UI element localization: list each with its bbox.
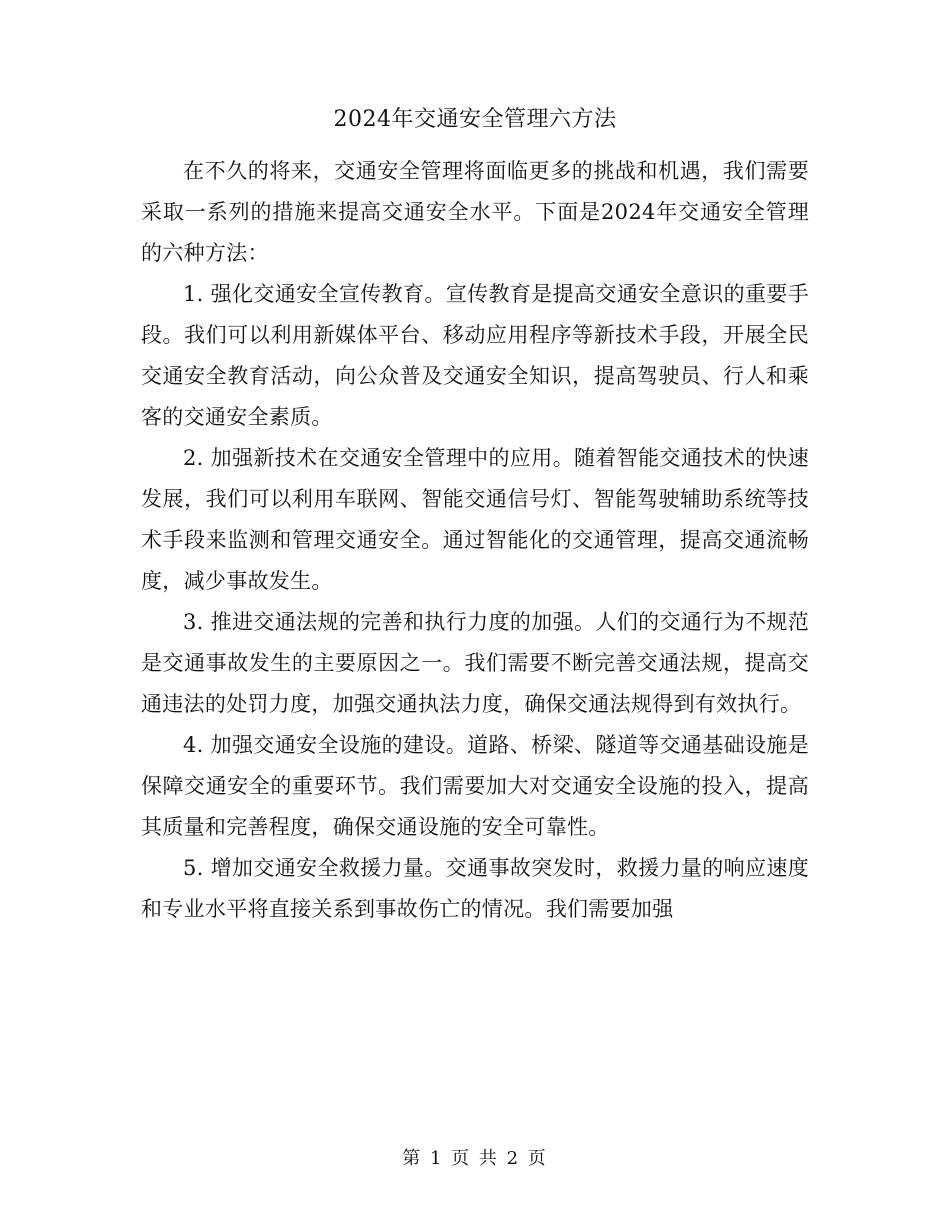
document-body xyxy=(141,151,809,930)
paragraph-method-2: 2. 加强新技术在交通安全管理中的应用。随着智能交通技术的快速发展，我们可以利用车联网、智能交通信号灯、智能驾驶辅助系统等技术手段来监测和管理交通安全。通过智能化的交通管理，提高交通流畅度，减少事故发生。 xyxy=(141,446,809,593)
paragraph-method-5: 5. 增加交通安全救援力量。交通事故突发时，救援力量的响应速度和专业水平将直接关系到事故伤亡的情况。我们需要加强 xyxy=(141,856,809,921)
paragraph-intro: 在不久的将来，交通安全管理将面临更多的挑战和机遇，我们需要采取一系列的措施来提高交通安全水平。下面是2024年交通安全管理的六种方法： xyxy=(141,159,809,265)
paragraph-method-3: 3. 推进交通法规的完善和执行力度的加强。人们的交通行为不规范是交通事故发生的主要原因之一。我们需要不断完善交通法规，提高交通违法的处罚力度，加强交通执法力度，确保交通法规得到有效执行。 xyxy=(141,610,809,716)
paragraph-method-1: 1. 强化交通安全宣传教育。宣传教育是提高交通安全意识的重要手段。我们可以利用新媒体平台、移动应用程序等新技术手段，开展全民交通安全教育活动，向公众普及交通安全知识，提高驾驶员、行人和乘客的交通安全素质。 xyxy=(141,282,809,429)
document-title: 2024年交通安全管理六方法 xyxy=(333,107,617,132)
page-footer: 第 1 页 共 2 页 xyxy=(402,1148,548,1169)
paragraph-method-4: 4. 加强交通安全设施的建设。道路、桥梁、隧道等交通基础设施是保障交通安全的重要环节。我们需要加大对交通安全设施的投入，提高其质量和完善程度，确保交通设施的安全可靠性。 xyxy=(141,733,809,839)
